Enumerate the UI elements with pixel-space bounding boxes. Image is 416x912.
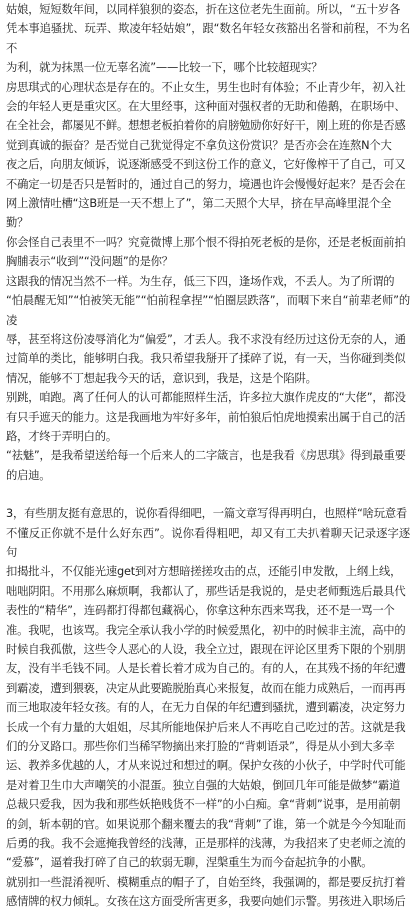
article-paragraph-2: 房思琪式的心理状态是存在的。不止女生，男生也时有体验；不止青少年，初入社 会的年轻人更是重灾区。在大里经事，这种面对强权者的无助和倦鹅，在职场中、 在全社会，都屡见不鲜。想想老板拍着你的肩膀勉励你好好干，刚上班的你是否感 觉到真诚的振奋？是否觉自己犹觉得定不拿负这份赏识？是否亦会在连熬N个大 夜之后，向朋友倾诉，说逐渐感受不到这份工作的意义，它好像榨干了自己，可又 不确定一切是否只是暂时的，通过自己的努力，境遇也许会慢慢好起来？是否会在 网上激情吐槽“这B班是一天不想上了”，第二天照个大早，挤在早高峰里混个全 勤？ — [6, 80, 406, 230]
article-paragraph-7: 3，有些朋友挺有意思的，说你看得细吧，一篇文章写得再明白，也照样“啥玩意看 不懂反正你就不是什么好东西”。说你看得粗吧，却又有工夫扒着聊天记录逐字逐句 扣揭批斗，不仅能光速get到对方想暗搓搓攻击的点，还能引申发散，上纲上线， 咄咄阴阳。不用那么麻烦啊，我都认了，那些话是我说的，是史老师甄选后最具代 表性的“精华”，连码都打得都包藏祸心，你拿这种东西来骂我，还不是一骂一个 准。我呢，也该骂。我完全承认我小学的时候爱黑化，初中的时候非主流，高中的 时候自我孤傲，这些令人恶心的人设，我全立过，跟现在评论区里秀下限的个别朋 友，没有半毛钱不同。人是长着长着才成为自己的。有的人，在其残不扬的年纪遭 到霸凌，遭到猥亵，决定从此要跪脱胎真心来报复，故而在能力成熟后，一而再再 而三地取凌年轻女孩。有的人，在无力自保的年纪遭到骚扰，遭到霸凌，决定努力 长成一个有力量的大姐姐，尽其所能地保护后来人不再吃自己吃过的苦。这就是我 们的分叉路口。那些你们当稀罕物摘出来打脸的“背刺语录”，得是从小到大多幸 运、教养多优越的人，才从来说过和想过的啊。保护女孩的小伙子，中学时代可能 是对着卫生巾大声嘲笑的小混蛋。独立自强的大姑娘，倒回几年可能是做梦“霸道 总裁只爱我，因为我和那些妖艳贱货不一样”的小白痴。拿“背刺”说事，是用前朝 的剑，斩本朝的官。如果说那个翻来覆去的我“背刺”了谁，第一个就是今今知耻而 后勇的我。我不会遮掩我曾经的浅薄，正是那样的浅薄，为我招来了史老师之流的 “爱慕”，逼着我打碎了自己的软弱无聊，涅槃重生为而今奋起抗争的小獸。 — [6, 507, 410, 870]
article-paragraph-3: 你会怪自己表里不一吗？究竟微博上那个恨不得拍死老板的是你，还是老板面前拍 胸脯表示“收到”“没问题”的是你？ — [6, 235, 406, 269]
article-paragraph-8: 就别扣一些混淆视听、模糊重点的帽子了，自始至终，我强调的，都是要反抗打着 感情牌的权力倾轧。女孩在这方面受所害更多，我要向她们示警。男孩进入职场后 — [6, 875, 406, 909]
article-paragraph-1: 姑娘，短短数年间，以同样狼狈的姿态，折在这位老先生面前。所以，“五十岁各 凭本事追骚扰、玩弄、欺凌年轻姑娘”，跟“数名年轻女孩豁出名誉和前程，不为名不 为利，就为抹黑一位无辜名流”——比较一下，哪个比较超现实？ — [6, 3, 410, 75]
article-paragraph-4: 这跟我的情况当然不一样。为生存，低三下四，逢场作戏，不丢人。为了所谓的 “怕晨醒无知”“怕被笑无能”“怕前程拿捏”“怕圈层跌落”，而咽下来自“前辈老师”的凌 辱，甚至将这份凌辱消化为“偏爱”，才丢人。我不求没有经历过这份无奈的人，通 过简单的类比，能够明白我。我只希望我掰开了揉碎了说，有一天，当你碰到类似 情况，能够不丁想起我今天的话，意识到，我是，这是个陷阱。 — [6, 274, 410, 385]
section-gap — [6, 485, 410, 504]
article-paragraph-6: “祛魅”，是我希望送给每一个后来人的二字箴言，也是我看《房思琪》得到最重要 的启迪。 — [6, 449, 406, 482]
article-paragraph-5: 别跳，咱跑。离了任何人的认可都能照样生活，许多拉大旗作虎皮的“大佬”，都没 有只手遮天的能力。这是我画地为牢好多年，前怕狼后怕虎地摸索出属于自己的活 路，才终于弄明白的。 — [6, 391, 406, 443]
